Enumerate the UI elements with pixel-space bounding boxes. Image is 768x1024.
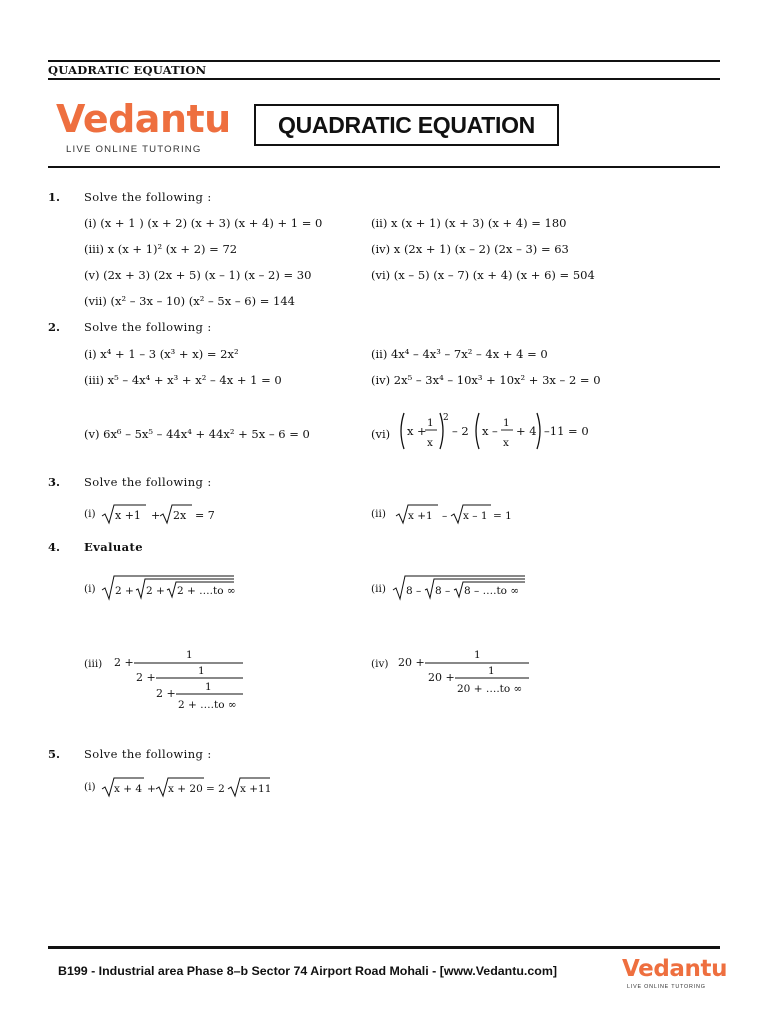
q4-iii-one-1: 1 xyxy=(186,649,193,661)
q1-item-iv: (iv) x (2x + 1) (x – 2) (2x – 3) = 63 xyxy=(371,242,569,256)
q2-item-iii: (iii) x⁵ – 4x⁴ + x³ + x² – 4x + 1 = 0 xyxy=(84,373,282,387)
q1-number: 1. xyxy=(48,190,61,204)
q5-i-expression xyxy=(100,775,280,799)
q5-number: 5. xyxy=(48,747,61,761)
q4-iii-b: 2 + xyxy=(136,671,156,684)
q4-iv-d: 20 + ….to ∞ xyxy=(457,683,523,695)
q2-vi-den-2: x xyxy=(503,437,509,449)
q4-iii-continued-fraction xyxy=(110,644,250,714)
q2-vi-plus4: + 4 xyxy=(516,424,537,438)
paren-left-2 xyxy=(476,413,479,449)
q2-item-i: (i) x⁴ + 1 – 3 (x³ + x) = 2x² xyxy=(84,347,239,361)
q2-vi-one-2: 1 xyxy=(503,417,510,429)
q4-iv-one-2: 1 xyxy=(488,665,495,677)
q4-iii-one-2: 1 xyxy=(198,665,205,677)
q2-item-vi-label: (vi) xyxy=(371,427,391,441)
q3-ii-minus: – xyxy=(442,510,448,522)
q2-vi-one: 1 xyxy=(427,417,434,429)
footer-rule xyxy=(48,946,720,949)
q3-i-plus: + xyxy=(151,509,161,522)
q2-vi-x2: x xyxy=(482,424,489,438)
header-top-rule xyxy=(48,60,720,62)
q4-iii-c: 2 + xyxy=(156,687,176,700)
paren-right-2 xyxy=(537,413,540,449)
q3-ii-expression xyxy=(394,502,514,526)
q4-iv-one-1: 1 xyxy=(474,649,481,661)
q1-text: Solve the following : xyxy=(84,190,212,204)
q5-i-label: (i) xyxy=(84,781,96,793)
q4-iv-label: (iv) xyxy=(371,658,389,670)
q4-i-p2: 2 + xyxy=(146,585,165,597)
q2-vi-expression xyxy=(396,408,596,454)
q4-ii-label: (ii) xyxy=(371,583,386,595)
q1-item-ii: (ii) x (x + 1) (x + 3) (x + 4) = 180 xyxy=(371,216,567,230)
q1-item-i: (i) (x + 1 ) (x + 2) (x + 3) (x + 4) + 1 = 0 xyxy=(84,216,323,230)
footer-address: B199 - Industrial area Phase 8–b Sector 74 Airport Road Mohali - [www.Vedantu.com] xyxy=(58,964,557,978)
footer-logo-wordmark: Vedantu xyxy=(622,956,728,982)
q3-ii-a: x +1 xyxy=(408,510,433,522)
q2-vi-minus: – xyxy=(492,424,498,438)
q3-number: 3. xyxy=(48,475,61,489)
q4-iii-label: (iii) xyxy=(84,658,103,670)
q2-text: Solve the following : xyxy=(84,320,212,334)
q3-i-label: (i) xyxy=(84,508,96,520)
q4-iv-a: 20 + xyxy=(398,656,425,669)
q4-i-p1: 2 + xyxy=(115,585,134,597)
q4-ii-expression xyxy=(391,574,531,602)
q4-iii-a: 2 + xyxy=(114,656,134,669)
q2-item-ii: (ii) 4x⁴ – 4x³ – 7x² – 4x + 4 = 0 xyxy=(371,347,548,361)
paren-left xyxy=(401,413,404,449)
q4-iii-d: 2 + ….to ∞ xyxy=(178,699,237,711)
q2-vi-den: x xyxy=(427,437,433,449)
footer-logo xyxy=(622,958,727,990)
q1-item-vii: (vii) (x² – 3x – 10) (x² – 5x – 6) = 144 xyxy=(84,294,295,308)
q4-ii-p1: 8 – xyxy=(406,585,422,597)
q4-number: 4. xyxy=(48,540,61,554)
page-title: QUADRATIC EQUATION xyxy=(254,104,559,146)
logo-wordmark: Vedantu xyxy=(56,97,231,141)
q5-text: Solve the following : xyxy=(84,747,212,761)
q4-ii-p3: 8 – ….to ∞ xyxy=(464,585,520,597)
q5-i-eq: = 2 xyxy=(206,783,225,795)
q3-ii-eq: = 1 xyxy=(493,510,512,522)
q3-i-a: x +1 xyxy=(115,509,141,522)
q4-text: Evaluate xyxy=(84,540,143,554)
q5-i-b: x + 20 xyxy=(168,783,203,795)
q2-number: 2. xyxy=(48,320,61,334)
q3-i-b: 2x xyxy=(173,509,187,522)
q2-item-iv: (iv) 2x⁵ – 3x⁴ – 10x³ + 10x² + 3x – 2 = 0 xyxy=(371,373,601,387)
q4-ii-p2: 8 – xyxy=(435,585,451,597)
q4-iii-one-3: 1 xyxy=(205,681,212,693)
q2-vi-x: x xyxy=(407,424,414,438)
q4-iv-continued-fraction xyxy=(395,644,535,700)
q4-i-expression xyxy=(100,574,240,602)
footer-logo-tagline: LIVE ONLINE TUTORING xyxy=(627,984,706,990)
q3-i-expression xyxy=(100,502,220,526)
q3-ii-b: x – 1 xyxy=(463,510,488,522)
q1-item-v: (v) (2x + 3) (2x + 5) (x – 1) (x – 2) = 30 xyxy=(84,268,312,282)
q2-vi-minus2: – 2 xyxy=(452,424,469,438)
vedantu-logo xyxy=(56,97,231,155)
q3-i-eq: = 7 xyxy=(195,509,215,522)
q3-ii-label: (ii) xyxy=(371,508,386,520)
q1-item-vi: (vi) (x – 5) (x – 7) (x + 4) (x + 6) = 504 xyxy=(371,268,595,282)
q5-i-plus: + xyxy=(147,783,156,795)
q3-text: Solve the following : xyxy=(84,475,212,489)
q5-i-a: x + 4 xyxy=(114,783,143,795)
q4-iv-b: 20 + xyxy=(428,671,455,684)
title-rule xyxy=(48,166,720,168)
q5-i-c: x +11 xyxy=(240,783,272,795)
header-label: QUADRATIC EQUATION xyxy=(48,63,207,77)
q2-item-v: (v) 6x⁶ – 5x⁵ – 44x⁴ + 44x² + 5x – 6 = 0 xyxy=(84,427,310,441)
header-rule xyxy=(48,78,720,80)
q1-item-iii: (iii) x (x + 1)² (x + 2) = 72 xyxy=(84,242,238,256)
logo-tagline: LIVE ONLINE TUTORING xyxy=(66,144,202,155)
q4-i-label: (i) xyxy=(84,583,96,595)
q2-vi-tail: –11 = 0 xyxy=(544,424,589,438)
q4-i-p3: 2 + ….to ∞ xyxy=(177,585,236,597)
q2-vi-plus: + xyxy=(417,424,427,438)
q2-vi-square: 2 xyxy=(443,413,449,423)
